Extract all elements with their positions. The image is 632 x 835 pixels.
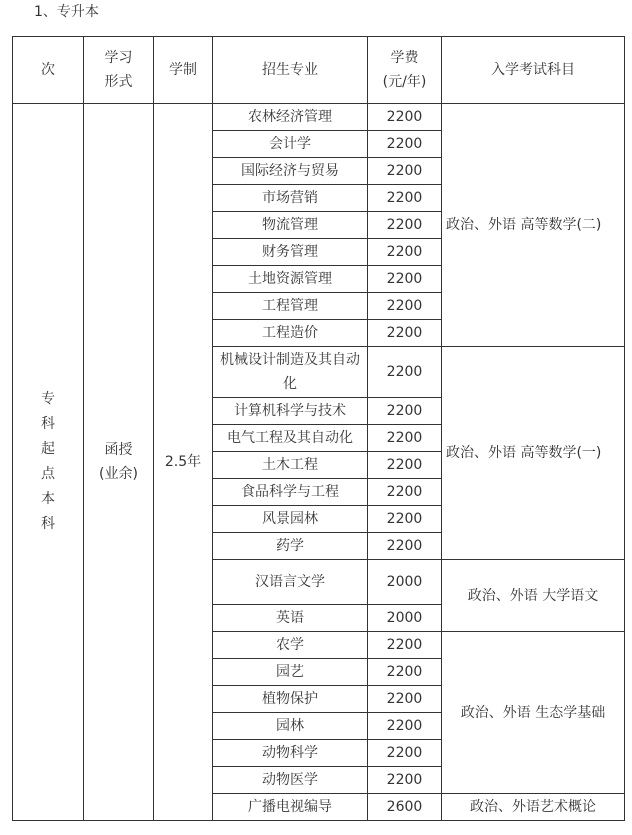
major-cell: 农学 [213, 632, 368, 659]
fee-cell: 2200 [368, 320, 442, 347]
major-cell: 汉语言文学 [213, 560, 368, 605]
exam-cell: 政治、外语 生态学基础 [442, 632, 625, 794]
fee-cell: 2200 [368, 185, 442, 212]
fee-cell: 2200 [368, 239, 442, 266]
fee-cell: 2200 [368, 632, 442, 659]
major-cell: 园林 [213, 713, 368, 740]
exam-cell: 政治、外语艺术概论 [442, 794, 625, 821]
fee-cell: 2200 [368, 398, 442, 425]
major-cell: 风景园林 [213, 506, 368, 533]
major-cell: 广播电视编导 [213, 794, 368, 821]
major-cell: 英语 [213, 605, 368, 632]
major-cell: 国际经济与贸易 [213, 158, 368, 185]
fee-cell: 2200 [368, 425, 442, 452]
form-cell: 函授 (业余) [84, 104, 154, 821]
major-cell: 财务管理 [213, 239, 368, 266]
header-duration: 学制 [154, 37, 213, 104]
fee-cell: 2600 [368, 794, 442, 821]
major-cell: 电气工程及其自动化 [213, 425, 368, 452]
header-row [13, 37, 625, 104]
fee-cell: 2200 [368, 158, 442, 185]
exam-cell: 政治、外语 高等数学(二) [442, 104, 625, 347]
fee-cell: 2200 [368, 212, 442, 239]
major-cell: 土地资源管理 [213, 266, 368, 293]
header-fee: 学费 (元/年) [368, 37, 442, 104]
fee-cell: 2200 [368, 686, 442, 713]
major-cell: 物流管理 [213, 212, 368, 239]
major-cell: 机械设计制造及其自动 化 [213, 347, 368, 398]
duration-cell: 2.5年 [154, 104, 213, 821]
admissions-table [12, 36, 625, 821]
fee-cell: 2000 [368, 605, 442, 632]
fee-cell: 2200 [368, 347, 442, 398]
major-cell: 药学 [213, 533, 368, 560]
fee-cell: 2200 [368, 266, 442, 293]
fee-cell: 2200 [368, 713, 442, 740]
fee-cell: 2200 [368, 293, 442, 320]
major-cell: 土木工程 [213, 452, 368, 479]
major-cell: 工程造价 [213, 320, 368, 347]
section-heading: 1、专升本 [34, 4, 99, 20]
major-cell: 动物医学 [213, 767, 368, 794]
exam-cell: 政治、外语 大学语文 [442, 560, 625, 632]
table-row [13, 104, 625, 131]
major-cell: 食品科学与工程 [213, 479, 368, 506]
major-cell: 工程管理 [213, 293, 368, 320]
major-cell: 园艺 [213, 659, 368, 686]
major-cell: 农林经济管理 [213, 104, 368, 131]
fee-cell: 2200 [368, 533, 442, 560]
header-major: 招生专业 [213, 37, 368, 104]
major-cell: 会计学 [213, 131, 368, 158]
fee-cell: 2200 [368, 104, 442, 131]
fee-cell: 2000 [368, 560, 442, 605]
header-level: 次 [13, 37, 84, 104]
fee-cell: 2200 [368, 452, 442, 479]
fee-cell: 2200 [368, 740, 442, 767]
header-form: 学习 形式 [84, 37, 154, 104]
fee-cell: 2200 [368, 659, 442, 686]
major-cell: 市场营销 [213, 185, 368, 212]
fee-cell: 2200 [368, 767, 442, 794]
exam-cell: 政治、外语 高等数学(一) [442, 347, 625, 560]
fee-cell: 2200 [368, 131, 442, 158]
header-exam: 入学考试科目 [442, 37, 625, 104]
major-cell: 植物保护 [213, 686, 368, 713]
level-cell: 专 科 起 点 本 科 [13, 104, 84, 821]
fee-cell: 2200 [368, 506, 442, 533]
major-cell: 计算机科学与技术 [213, 398, 368, 425]
fee-cell: 2200 [368, 479, 442, 506]
major-cell: 动物科学 [213, 740, 368, 767]
